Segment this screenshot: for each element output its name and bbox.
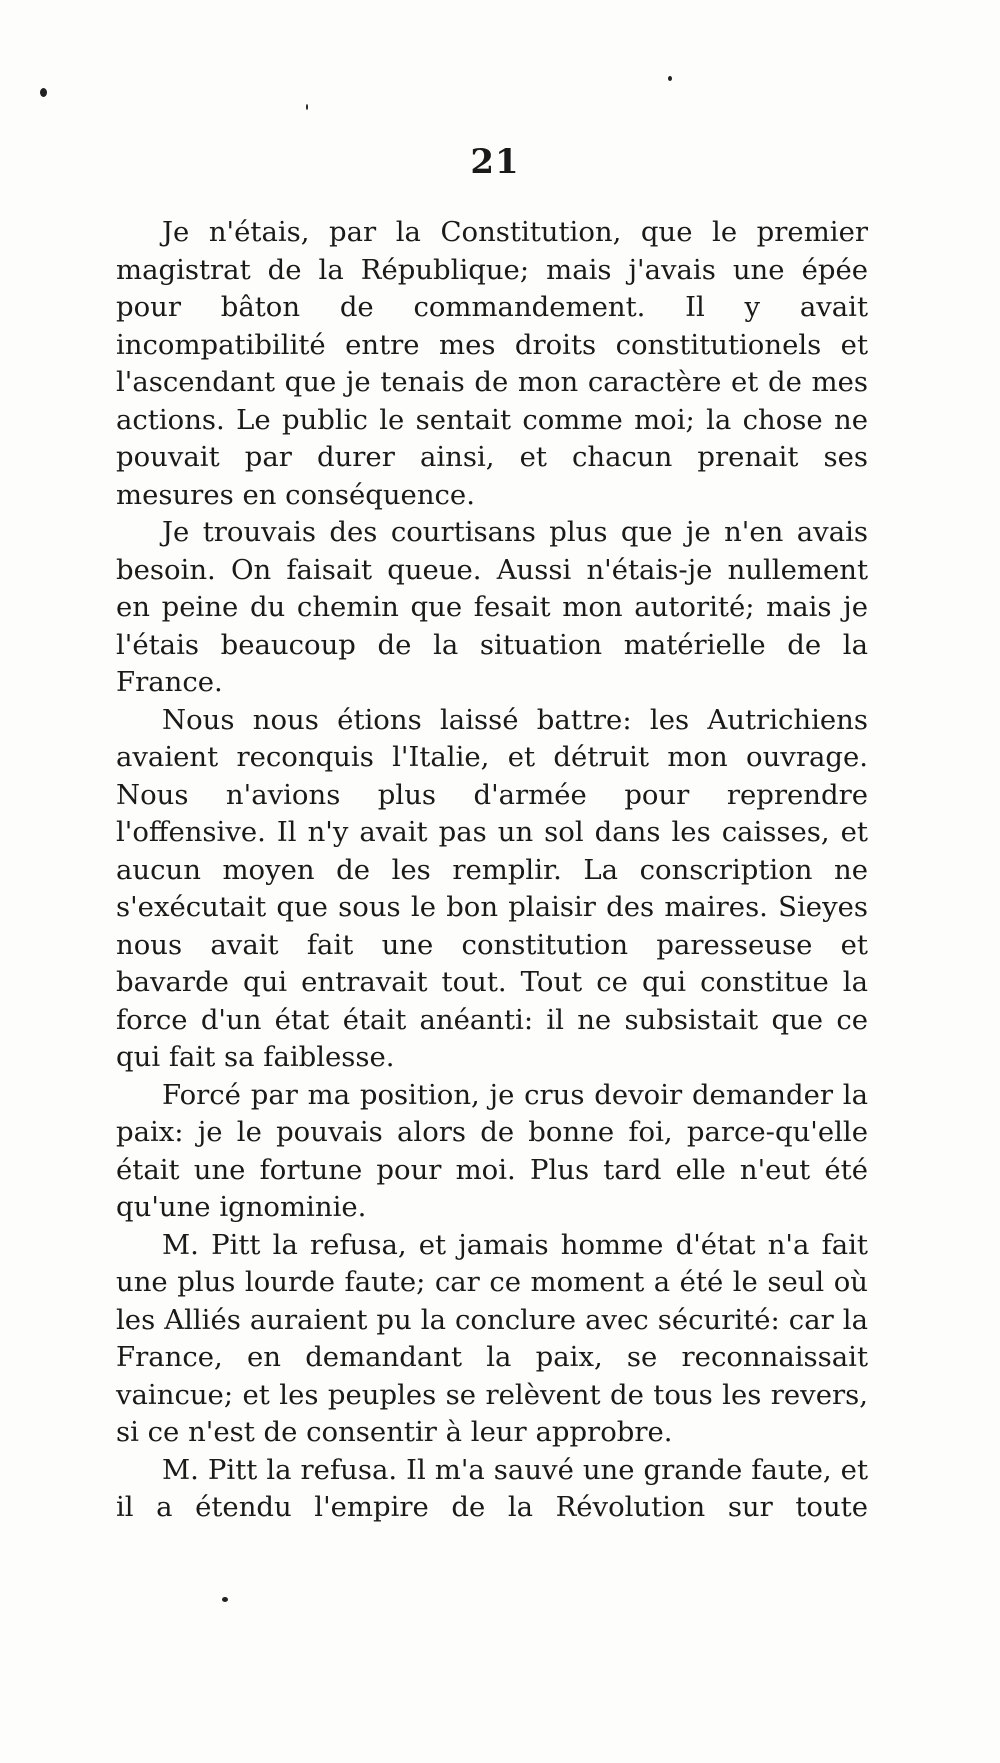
ink-speck <box>668 76 672 81</box>
ink-speck <box>222 1597 228 1602</box>
paragraph-2: Je trouvais des courtisans plus que je n'en avais besoin. On faisait queue. Aussi n'étais-je nullement en peine du chemin que fesait mon autorité; mais je l'étais beaucoup de la situation matérielle de la France. <box>116 516 868 698</box>
ink-speck <box>40 88 47 97</box>
page-number: 21 <box>470 142 520 182</box>
ink-speck <box>306 104 308 110</box>
body-text <box>116 214 868 1527</box>
paragraph-5: M. Pitt la refusa, et jamais homme d'état n'a fait une plus lourde faute; car ce moment a été le seul où les Alliés auraient pu la conclure avec sécurité: car la France, en demandant la paix, se reconnaissait vaincue; et les peuples se relèvent de tous les revers, si ce n'est de consentir à leur approbre. <box>116 1228 868 1448</box>
paragraph-4: Forcé par ma position, je crus devoir demander la paix: je le pouvais alors de bonne foi, parce-qu'elle était une fortune pour moi. Plus tard elle n'eut été qu'une ignominie. <box>116 1078 868 1223</box>
paragraph-3: Nous nous étions laissé battre: les Autrichiens avaient reconquis l'Italie, et détruit mon ouvrage. Nous n'avions plus d'armée pour reprendre l'offensive. Il n'y avait pas un sol dans les caisses, et aucun moyen de les remplir. La conscription ne s'exécutait que sous le bon plaisir des maires. Sieyes nous avait fait une constitution paresseuse et bavarde qui entravait tout. Tout ce qui constitue la force d'un état était anéanti: il ne subsistait que ce qui fait sa faiblesse. <box>116 703 868 1073</box>
paragraph-6: M. Pitt la refusa. Il m'a sauvé une grande faute, et il a étendu l'empire de la Révolution sur toute <box>116 1453 868 1523</box>
paragraph-1: Je n'étais, par la Constitution, que le premier magistrat de la République; mais j'avais une épée pour bâton de commandement. Il y avait incompatibilité entre mes droits constitutionels et l'ascendant que je tenais de mon caractère et de mes actions. Le public le sentait comme moi; la chose ne pouvait par durer ainsi, et chacun prenait ses mesures en conséquence. <box>116 216 868 511</box>
